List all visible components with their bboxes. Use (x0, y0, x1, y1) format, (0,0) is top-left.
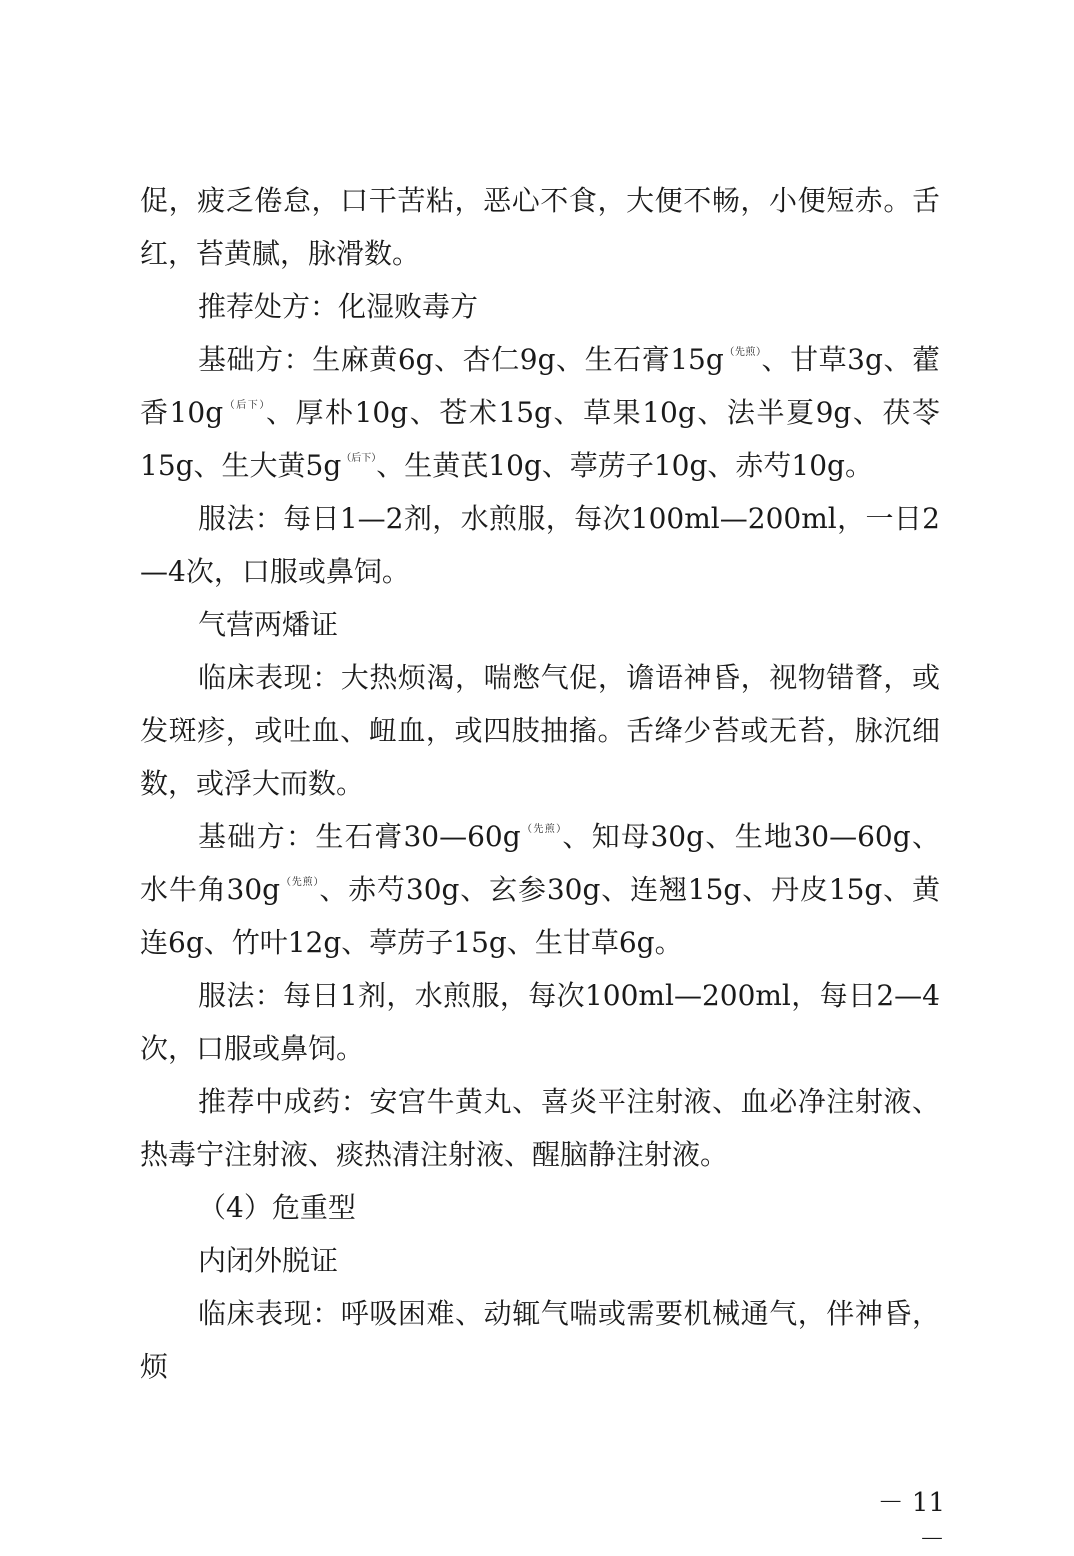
recommended-patent-medicines: 推荐中成药：安宫牛黄丸、喜炎平注射液、血必净注射液、热毒宁注射液、痰热清注射液、醒脑静注射液。 (140, 1085, 940, 1171)
note-add-later: （后下） (341, 453, 377, 464)
syndrome-heading-qi-ying: 气营两燔证 (198, 608, 339, 641)
note-decoct-first: （先煎） (520, 824, 563, 835)
section-heading-critical: （4）危重型 (198, 1191, 356, 1224)
dosage-instructions-1: 服法：每日1—2剂，水煎服，每次100ml—200ml，一日2—4次，口服或鼻饲。 (140, 502, 940, 588)
clinical-manifestation-1: 临床表现：大热烦渴，喘憋气促，谵语神昏，视物错瞀，或发斑疹，或吐血、衄血，或四肢抽搐。舌绛少苔或无苔，脉沉细数，或浮大而数。 (140, 661, 940, 800)
symptoms-continuation: 促，疲乏倦怠，口干苦粘，恶心不食，大便不畅，小便短赤。舌红，苔黄腻，脉滑数。 (140, 184, 940, 270)
clinical-manifestation-2: 临床表现：呼吸困难、动辄气喘或需要机械通气，伴神昏，烦 (140, 1297, 940, 1383)
base-formula-2-part-3: 、赤芍30g、玄参30g、连翘15g、丹皮15g、黄连6g、竹叶12g、葶苈子15g、生甘草6g。 (140, 873, 941, 959)
base-formula-1-part-3: 、厚朴10g、苍术15g、草果10g、法半夏9g、茯苓15g、生大黄5g (140, 396, 940, 482)
note-decoct-first: （先煎） (280, 877, 320, 888)
base-formula-2 (140, 810, 940, 969)
base-formula-1-part-4: 、生黄芪10g、葶苈子10g、赤芍10g。 (376, 449, 873, 482)
note-add-later: （后下） (223, 400, 266, 411)
recommended-prescription: 推荐处方：化湿败毒方 (198, 290, 479, 323)
note-decoct-first: （先煎） (723, 347, 762, 358)
base-formula-1-part-1: 基础方：生麻黄6g、杏仁9g、生石膏15g (198, 343, 724, 376)
base-formula-2-part-2: 、知母30g、生地30—60g、水牛角30g (140, 820, 940, 906)
base-formula-1-part-2: 、甘草3g、藿香10g (140, 343, 940, 429)
body-text (140, 174, 940, 1393)
base-formula-2-part-1: 基础方：生石膏30—60g (198, 820, 521, 853)
syndrome-heading-inner-closure: 内闭外脱证 (198, 1244, 339, 1277)
dosage-instructions-2: 服法：每日1剂，水煎服，每次100ml—200ml，每日2—4次，口服或鼻饲。 (140, 979, 940, 1065)
base-formula-1 (140, 333, 940, 492)
page-number: － 11 － (877, 1488, 945, 1555)
